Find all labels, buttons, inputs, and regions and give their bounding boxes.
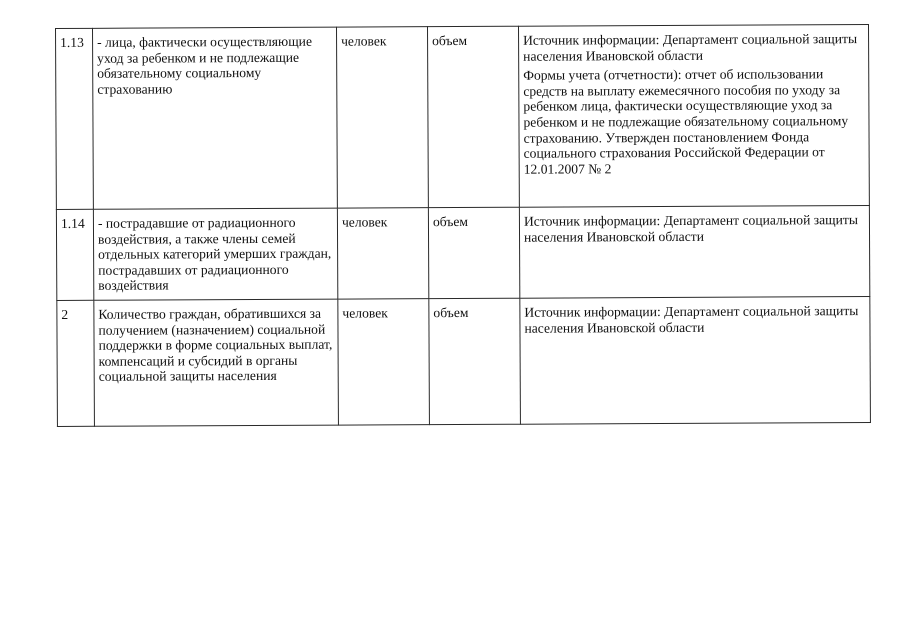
- unit-cell: человек: [336, 27, 428, 208]
- row-number: 2: [57, 300, 95, 426]
- row-number: 1.13: [56, 28, 94, 209]
- measure-type-cell: объем: [428, 207, 519, 298]
- indicator-table: [55, 24, 871, 427]
- source-paragraph: Формы учета (отчетности): отчет об использовании средств на выплату ежемесячного пособия по уходу за ребенком лица, фактически осуществляющие уход за ребенком и не подлежащие обязательному социальному страхованию. Утвержден постановлением Фонда социального страхования Российской Федерации от 12.01.2007 № 2: [523, 66, 849, 177]
- source-paragraph: Источник информации: Департамент социальной защиты населения Ивановской области: [523, 31, 858, 64]
- source-cell: [520, 297, 871, 425]
- scanned-page: [55, 24, 870, 427]
- measure-type-cell: объем: [427, 26, 519, 207]
- table-row: [56, 25, 870, 210]
- indicator-name: - лица, фактически осуществляющие уход за ребенком и не подлежащие обязательному социальному страхованию: [93, 27, 338, 209]
- source-paragraph: Источник информации: Департамент социальной защиты населения Ивановской области: [523, 212, 858, 245]
- source-cell: [518, 25, 869, 208]
- row-number: 1.14: [56, 209, 93, 300]
- indicator-name: Количество граждан, обратившихся за получением (назначением) социальной поддержки в форме социальных выплат, компенсаций и субсидий в органы социальной защиты населения: [94, 299, 339, 426]
- indicator-name: - пострадавшие от радиационного воздействия, а также члены семей отдельных категорий умерших граждан, пострадавших от радиационного воздействия: [93, 208, 337, 300]
- unit-cell: человек: [337, 208, 428, 299]
- source-cell: [519, 206, 869, 299]
- measure-type-cell: объем: [429, 298, 521, 424]
- table-row: [57, 297, 871, 427]
- unit-cell: человек: [338, 299, 430, 425]
- source-paragraph: Источник информации: Департамент социальной защиты населения Ивановской области: [524, 303, 859, 336]
- table-row: [56, 206, 869, 301]
